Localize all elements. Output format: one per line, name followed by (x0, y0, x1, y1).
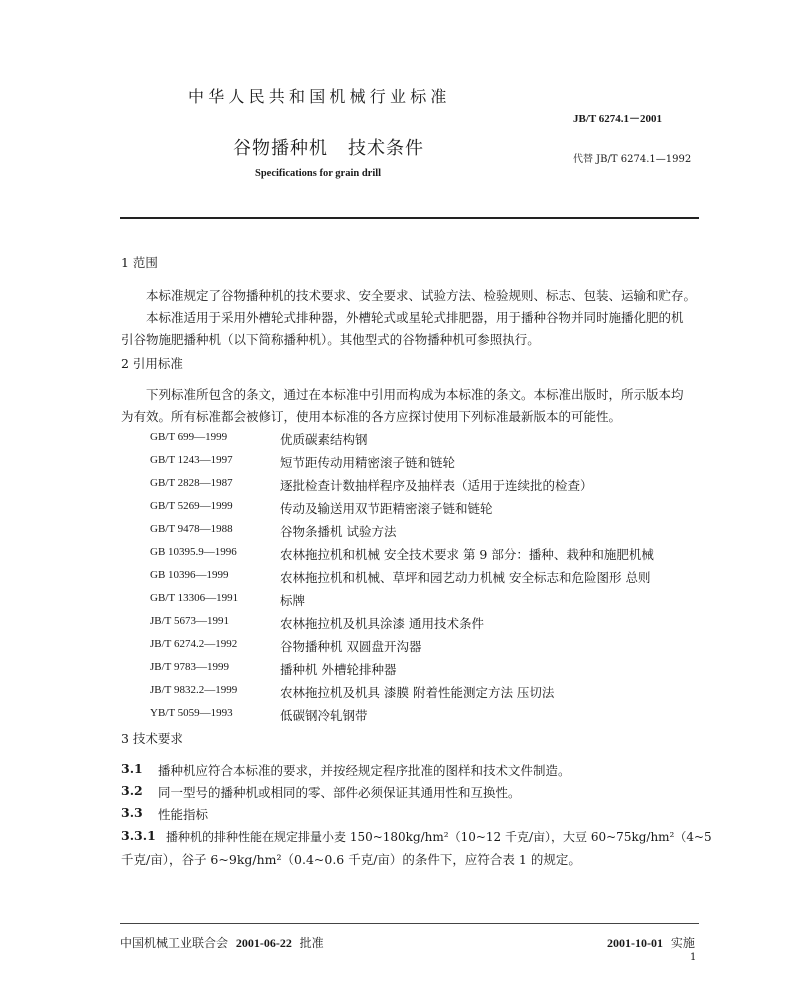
section-1-paragraph-2-line-1: 本标准适用于采用外槽轮式排种器，外槽轮式或星轮式排肥器，用于播种谷物并同时施播化肥的机 (146, 310, 684, 325)
clause-3-2-text: 同一型号的播种机或相同的零、部件必须保证其通用性和互换性。 (158, 785, 521, 800)
standard-number: JB/T 6274.1－2001 (573, 113, 663, 125)
ref-code: JB/T 9783—1999 (150, 661, 229, 673)
section-1-paragraph-2-line-2: 引谷物施肥播种机（以下简称播种机）。其他型式的谷物播种机可参照执行。 (121, 332, 540, 347)
section-2-paragraph-line-2: 为有效。所有标准都会被修订，使用本标准的各方应探讨使用下列标准最新版本的可能性。 (121, 409, 622, 424)
ref-code: GB 10396—1999 (150, 569, 229, 581)
section-2-heading: 2 引用标准 (121, 356, 183, 371)
ref-title: 农林拖拉机和机械 安全技术要求 第 9 部分：播种、栽种和施肥机械 (280, 547, 654, 562)
section-1-heading: 1 范围 (121, 255, 158, 270)
ref-title: 短节距传动用精密滚子链和链轮 (280, 455, 456, 470)
ref-code: GB/T 5269—1999 (150, 500, 233, 512)
replaces-standard: 代替 JB/T 6274.1—1992 (573, 154, 692, 165)
ref-title: 播种机 外槽轮排种器 (280, 662, 397, 677)
clause-3-3-1-text-line-1: 播种机的排种性能在规定排量小麦 150~180kg/hm²（10~12 千克/亩），大豆 60~75kg/hm²（4~5 (166, 830, 712, 844)
ref-code: GB/T 699—1999 (150, 431, 228, 443)
footer-divider (120, 923, 699, 924)
clause-3-1-number: 3.1 (121, 761, 143, 776)
ref-title: 逐批检查计数抽样程序及抽样表（适用于连续批的检查） (280, 478, 593, 493)
ref-title: 低碳钢冷轧钢带 (280, 708, 368, 723)
ref-code: JB/T 5673—1991 (150, 615, 229, 627)
approval-label: 批准 (299, 936, 324, 950)
ref-code: JB/T 9832.2—1999 (150, 684, 238, 696)
ref-code: GB/T 2828—1987 (150, 477, 233, 489)
ref-title: 标牌 (280, 593, 306, 608)
implementation-line (607, 934, 695, 951)
clause-3-3-text: 性能指标 (158, 807, 209, 822)
ref-code: GB/T 1243—1997 (150, 454, 233, 466)
implementation-date: 2001-10-01 (607, 936, 663, 950)
implementation-label: 实施 (670, 936, 695, 950)
ref-code: JB/T 6274.2—1992 (150, 638, 238, 650)
clause-3-3-1-text-line-2: 千克/亩），谷子 6~9kg/hm²（0.4~0.6 千克/亩）的条件下，应符合表 1 的规定。 (121, 852, 581, 867)
approval-line (120, 934, 324, 951)
ref-code: YB/T 5059—1993 (150, 707, 233, 719)
ref-title: 农林拖拉机及机具 漆膜 附着性能测定方法 压切法 (280, 685, 555, 700)
ref-code: GB/T 9478—1988 (150, 523, 233, 535)
clause-3-3-1-number: 3.3.1 (121, 828, 156, 843)
page-number: 1 (690, 952, 697, 963)
ref-title: 传动及输送用双节距精密滚子链和链轮 (280, 501, 493, 516)
clause-3-1-text: 播种机应符合本标准的要求，并按经规定程序批准的图样和技术文件制造。 (158, 763, 571, 778)
ref-title: 优质碳素结构钢 (280, 432, 368, 447)
clause-3-3-number: 3.3 (121, 805, 143, 820)
ref-title: 谷物播种机 双圆盘开沟器 (280, 639, 422, 654)
standard-category-heading: 中华人民共和国机械行业标准 (188, 87, 451, 106)
ref-title: 农林拖拉机及机具涂漆 通用技术条件 (280, 616, 484, 631)
section-1-paragraph-1: 本标准规定了谷物播种机的技术要求、安全要求、试验方法、检验规则、标志、包装、运输和贮存。 (146, 288, 697, 303)
approving-organization: 中国机械工业联合会 (120, 936, 229, 950)
document-title-cn (233, 134, 424, 160)
document-title-en: Specifications for grain drill (255, 168, 382, 179)
section-3-heading: 3 技术要求 (121, 731, 183, 746)
header-divider (120, 217, 699, 219)
section-2-paragraph-line-1: 下列标准所包含的条文，通过在本标准中引用而构成为本标准的条文。本标准出版时，所示版本均 (146, 387, 684, 402)
approval-date: 2001-06-22 (235, 936, 292, 950)
ref-code: GB 10395.9—1996 (150, 546, 237, 558)
ref-title: 谷物条播机 试验方法 (280, 524, 397, 539)
title-part-2: 技术条件 (348, 138, 424, 159)
ref-title: 农林拖拉机和机械、草坪和园艺动力机械 安全标志和危险图形 总则 (280, 570, 651, 585)
title-part-1: 谷物播种机 (233, 138, 328, 159)
clause-3-2-number: 3.2 (121, 783, 143, 798)
ref-code: GB/T 13306—1991 (150, 592, 239, 604)
